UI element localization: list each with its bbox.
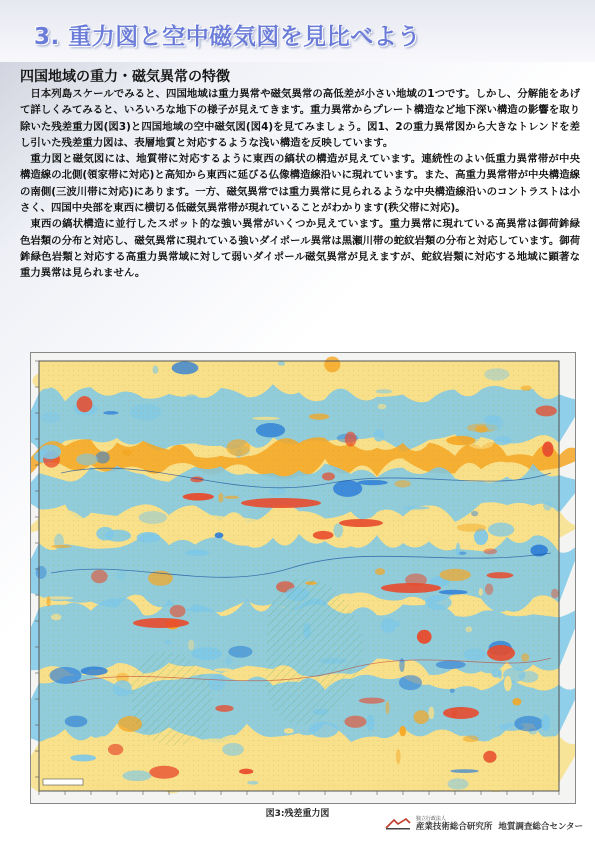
footer-org-name: 産業技術総合研究所: [415, 821, 493, 832]
footer-center-name: 地質調査総合センター: [498, 821, 583, 832]
page-title: 3. 重力図と空中磁気図を見比べよう: [34, 24, 421, 50]
figure-caption: 図3:残差重力図: [265, 809, 330, 819]
footer: [384, 812, 583, 836]
paragraph-3: 東西の縞状構造に並行したスポット的な強い異常がいくつか見えています。重力異常に現れている高異常は御荷鉾緑色岩類の分布と対応し、磁気異常に現れている強いダイポール異常は黒瀬川帯の蛇紋岩類の分布と対応しています。御荷鉾緑色岩類と対応する高重力異常域に対して弱いダイポール磁気異常が見えますが、蛇紋岩類に対応する地域に顕著な重力異常は見られません。: [20, 218, 580, 280]
gravity-map-image: [31, 353, 575, 803]
paragraph-1: 日本列島スケールでみると、四国地域は重力異常や磁気異常の高低差が小さい地域の1つです。しかし、分解能をあげて詳しくみてみると、いろいろな地下の様子が見えてきます。重力異常からプレート構造など地下深い構造の影響を取り除いた残差重力図(図3)と四国地域の空中磁気図(図4)を見てみましょう。図1、2の重力異常図から大きなトレンドを差し引いた残差重力図は、表層地質と対応するような浅い構造を反映しています。: [20, 88, 580, 149]
body-text: [20, 86, 580, 282]
residual-gravity-map: [30, 352, 576, 804]
aist-logo-icon: [384, 817, 412, 831]
section-heading: 四国地域の重力・磁気異常の特徴: [20, 69, 230, 85]
footer-small-label: 独立行政法人: [415, 815, 446, 822]
paragraph-2: 重力図と磁気図には、地質帯に対応するように東西の縞状の構造が見えています。連続性のよい低重力異常帯が中央構造線の北側(領家帯に対応)と高知から東西に延びる仏像構造線沿いに現れています。また、高重力異常帯が中央構造線の南側(三波川帯に対応)にあります。一方、磁気異常では重力異常に見られるような中央構造線沿いのコントラストは小さく、四国中央部を東西に横切る低磁気異常帯が現れていることがわかります(秩父帯に対応)。: [20, 153, 580, 215]
